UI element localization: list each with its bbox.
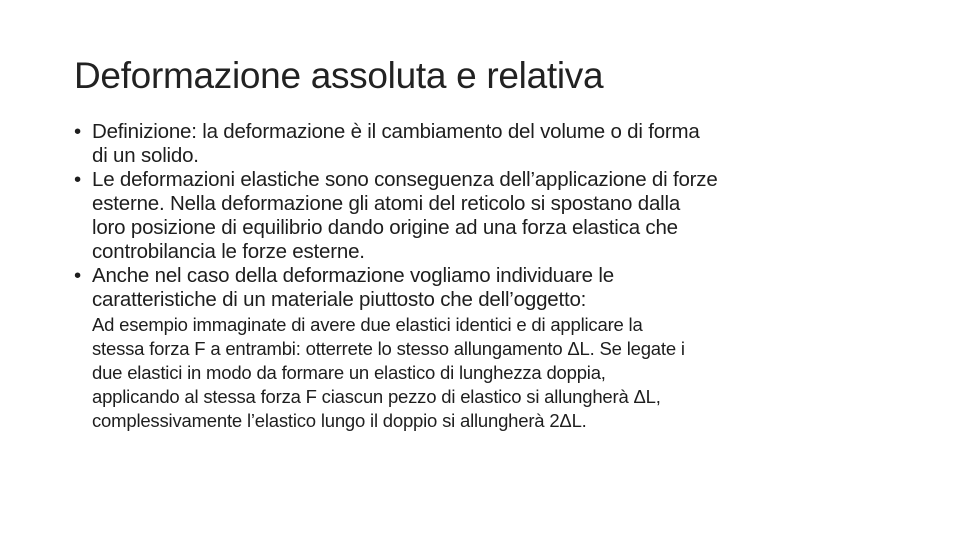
example-paragraph (74, 313, 894, 433)
example-line: applicando al stessa forza F ciascun pezzo di elastico si allungherà ΔL, (92, 386, 661, 407)
bullet-line: caratteristiche di un materiale piuttosto che dell’oggetto: (92, 288, 587, 311)
example-line: complessivamente l’elastico lungo il doppio si allungherà 2ΔL. (92, 410, 587, 431)
bullet-item-elastic-deformations (74, 168, 894, 264)
example-line: Ad esempio immaginate di avere due elastici identici e di applicare la (92, 314, 643, 335)
bullet-line: Le deformazioni elastiche sono conseguenza dell’applicazione di forze (92, 168, 718, 191)
bullet-line: esterne. Nella deformazione gli atomi del reticolo si spostano dalla (92, 192, 681, 215)
bullet-line: controbilancia le forze esterne. (92, 240, 365, 263)
bullet-line: Anche nel caso della deformazione vogliamo individuare le (92, 264, 614, 287)
bullet-line: loro posizione di equilibrio dando origine ad una forza elastica che (92, 216, 678, 239)
bullet-line: di un solido. (92, 144, 199, 167)
bullet-item-material-characteristics (74, 264, 894, 312)
bullet-marker: • (74, 168, 81, 191)
example-line: due elastici in modo da formare un elastico di lunghezza doppia, (92, 362, 606, 383)
bullet-item-definition (74, 120, 894, 168)
slide-title: Deformazione assoluta e relativa (74, 55, 604, 96)
bullet-marker: • (74, 264, 81, 287)
example-line: stessa forza F a entrambi: otterrete lo stesso allungamento ΔL. Se legate i (92, 338, 685, 359)
bullet-line: Definizione: la deformazione è il cambiamento del volume o di forma (92, 120, 700, 143)
slide-content (74, 120, 894, 433)
bullet-marker: • (74, 120, 81, 143)
